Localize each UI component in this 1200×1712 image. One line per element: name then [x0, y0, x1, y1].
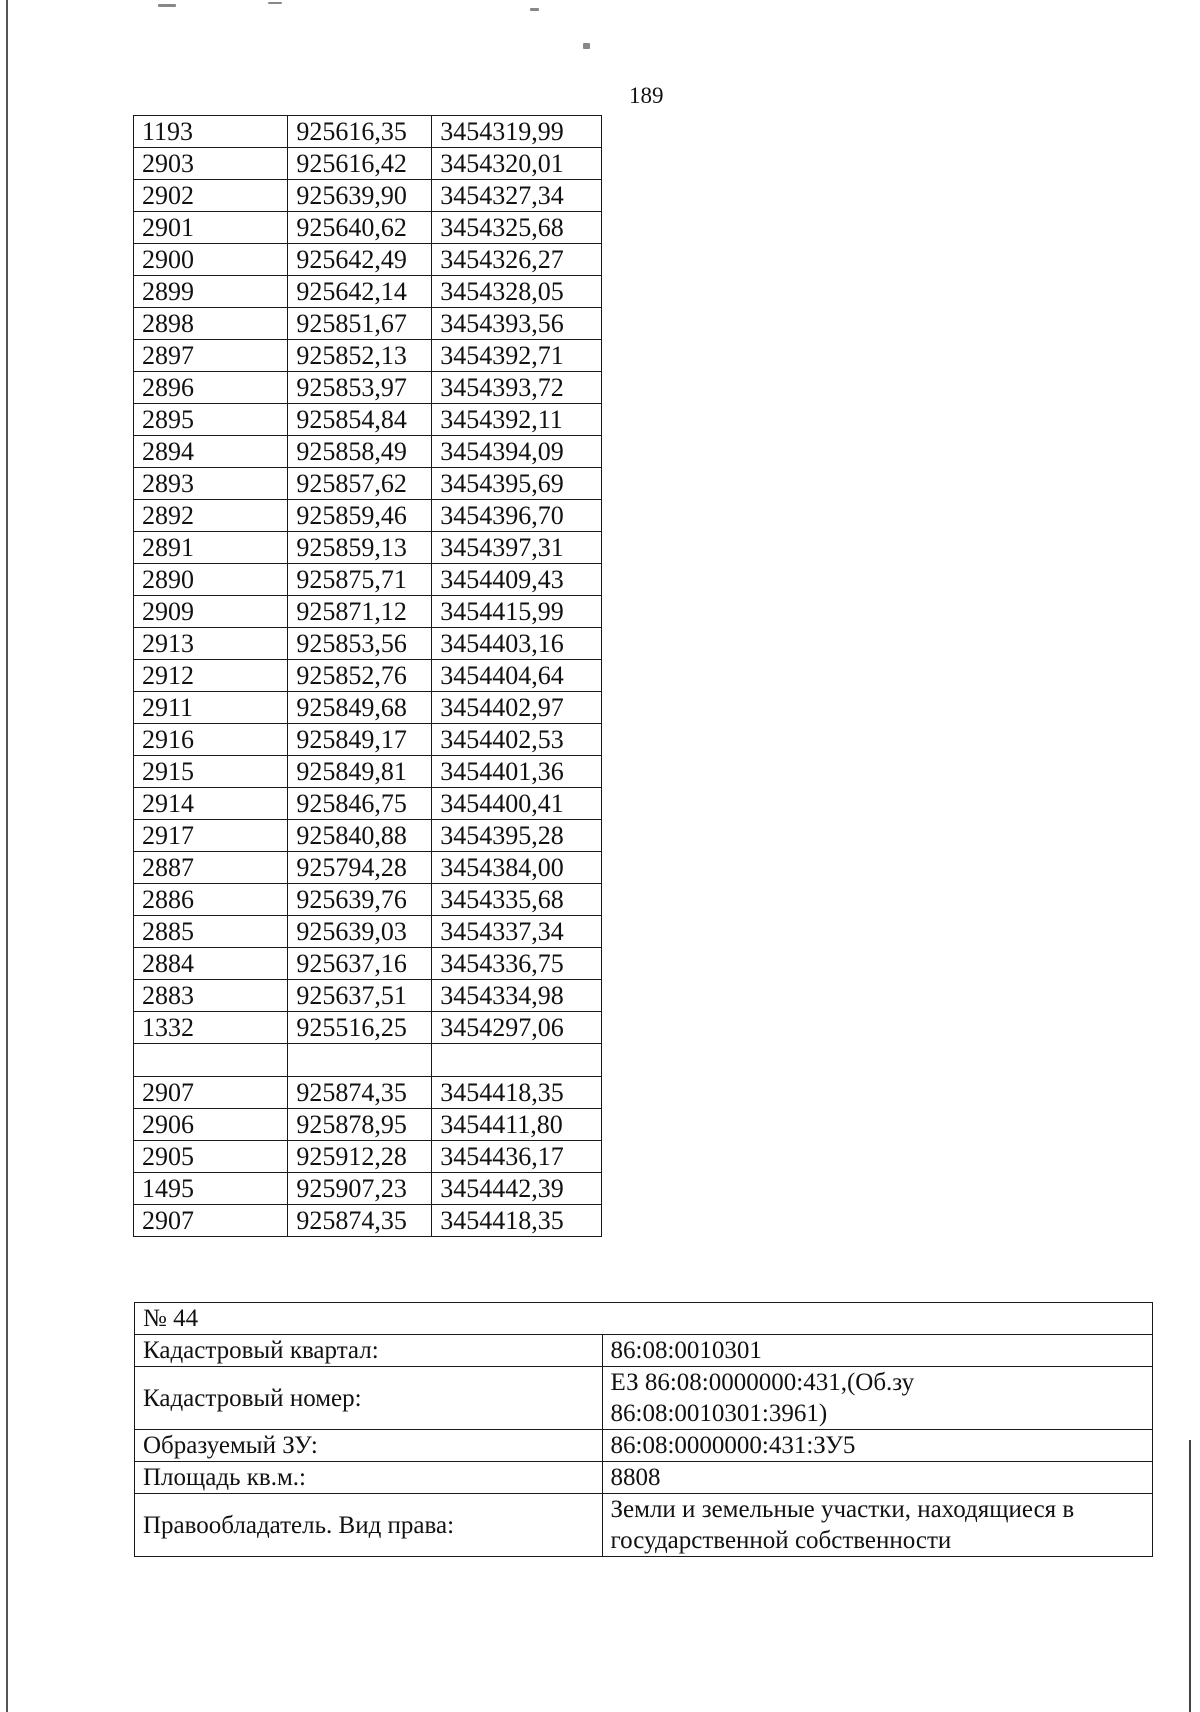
x-coordinate-cell: 925849,68 — [288, 692, 432, 724]
point-number-cell: 2883 — [134, 980, 288, 1012]
x-coordinate-cell: 925852,13 — [288, 340, 432, 372]
table-row — [134, 148, 602, 180]
point-number-cell: 2905 — [134, 1141, 288, 1173]
parcel-field-label: Площадь кв.м.: — [135, 1462, 603, 1494]
point-number-cell: 2907 — [134, 1205, 288, 1237]
y-coordinate-cell: 3454404,64 — [432, 660, 602, 692]
parcel-number: № 44 — [135, 1303, 1153, 1335]
x-coordinate-cell: 925794,28 — [288, 852, 432, 884]
y-coordinate-cell: 3454395,69 — [432, 468, 602, 500]
table-row — [134, 564, 602, 596]
y-coordinate-cell: 3454442,39 — [432, 1173, 602, 1205]
point-number-cell: 2884 — [134, 948, 288, 980]
y-coordinate-cell: 3454397,31 — [432, 532, 602, 564]
y-coordinate-cell: 3454328,05 — [432, 276, 602, 308]
x-coordinate-cell: 925642,14 — [288, 276, 432, 308]
table-row — [134, 1141, 602, 1173]
x-coordinate-cell: 925639,90 — [288, 180, 432, 212]
table-row — [134, 372, 602, 404]
point-number-cell: 2886 — [134, 884, 288, 916]
parcel-value-line: 86:08:0000000:431:ЗУ5 — [610, 1432, 856, 1459]
point-number-cell: 2897 — [134, 340, 288, 372]
table-row — [134, 628, 602, 660]
y-coordinate-cell: 3454392,71 — [432, 340, 602, 372]
y-coordinate-cell: 3454297,06 — [432, 1012, 602, 1044]
y-coordinate-cell: 3454325,68 — [432, 212, 602, 244]
y-coordinate-cell: 3454337,34 — [432, 916, 602, 948]
x-coordinate-cell: 925907,23 — [288, 1173, 432, 1205]
y-coordinate-cell: 3454326,27 — [432, 244, 602, 276]
parcel-field-label: Кадастровый номер: — [135, 1367, 603, 1430]
table-row — [134, 1077, 602, 1109]
table-row — [134, 820, 602, 852]
parcel-info-table — [134, 1302, 1153, 1557]
scan-speck — [583, 43, 590, 49]
table-row — [134, 596, 602, 628]
x-coordinate-cell: 925640,62 — [288, 212, 432, 244]
point-number-cell: 2892 — [134, 500, 288, 532]
table-row — [134, 340, 602, 372]
y-coordinate-cell: 3454415,99 — [432, 596, 602, 628]
point-number-cell: 1193 — [134, 116, 288, 148]
x-coordinate-cell: 925516,25 — [288, 1012, 432, 1044]
y-coordinate-cell: 3454395,28 — [432, 820, 602, 852]
y-coordinate-cell: 3454411,80 — [432, 1109, 602, 1141]
x-coordinate-cell: 925849,17 — [288, 724, 432, 756]
parcel-field-label: Образуемый ЗУ: — [135, 1430, 603, 1462]
parcel-field-value — [602, 1367, 1152, 1430]
scan-edge-right — [1189, 1440, 1191, 1712]
x-coordinate-cell: 925871,12 — [288, 596, 432, 628]
scan-edge-left — [6, 0, 8, 1712]
x-coordinate-cell: 925857,62 — [288, 468, 432, 500]
parcel-value-line: 86:08:0010301 — [610, 1337, 762, 1364]
point-number-cell: 1495 — [134, 1173, 288, 1205]
empty-cell — [288, 1044, 432, 1077]
y-coordinate-cell: 3454402,53 — [432, 724, 602, 756]
x-coordinate-cell: 925851,67 — [288, 308, 432, 340]
x-coordinate-cell: 925846,75 — [288, 788, 432, 820]
scan-speck — [530, 8, 539, 11]
x-coordinate-cell: 925616,35 — [288, 116, 432, 148]
parcel-field-label: Кадастровый квартал: — [135, 1335, 603, 1367]
y-coordinate-cell: 3454336,75 — [432, 948, 602, 980]
y-coordinate-cell: 3454436,17 — [432, 1141, 602, 1173]
point-number-cell: 2916 — [134, 724, 288, 756]
point-number-cell: 2906 — [134, 1109, 288, 1141]
empty-cell — [432, 1044, 602, 1077]
parcel-value-line: 8808 — [610, 1464, 661, 1491]
y-coordinate-cell: 3454400,41 — [432, 788, 602, 820]
scan-speck — [158, 4, 176, 7]
table-row — [134, 532, 602, 564]
y-coordinate-cell: 3454418,35 — [432, 1205, 602, 1237]
y-coordinate-cell: 3454396,70 — [432, 500, 602, 532]
table-row — [134, 1173, 602, 1205]
point-number-cell: 2909 — [134, 596, 288, 628]
point-number-cell: 2913 — [134, 628, 288, 660]
table-row — [134, 724, 602, 756]
parcel-value-line: государственной собственности — [610, 1527, 952, 1554]
x-coordinate-cell: 925858,49 — [288, 436, 432, 468]
table-row — [134, 468, 602, 500]
parcel-row — [135, 1430, 1153, 1462]
table-row-empty — [134, 1044, 602, 1077]
table-row — [134, 116, 602, 148]
parcel-field-value — [602, 1494, 1152, 1557]
point-number-cell: 2890 — [134, 564, 288, 596]
x-coordinate-cell: 925840,88 — [288, 820, 432, 852]
table-row — [134, 884, 602, 916]
y-coordinate-cell: 3454393,56 — [432, 308, 602, 340]
x-coordinate-cell: 925852,76 — [288, 660, 432, 692]
y-coordinate-cell: 3454418,35 — [432, 1077, 602, 1109]
parcel-row — [135, 1367, 1153, 1430]
x-coordinate-cell: 925859,46 — [288, 500, 432, 532]
point-number-cell: 1332 — [134, 1012, 288, 1044]
point-number-cell: 2907 — [134, 1077, 288, 1109]
table-row — [134, 788, 602, 820]
x-coordinate-cell: 925853,56 — [288, 628, 432, 660]
table-row — [134, 948, 602, 980]
y-coordinate-cell: 3454319,99 — [432, 116, 602, 148]
x-coordinate-cell: 925854,84 — [288, 404, 432, 436]
x-coordinate-cell: 925639,03 — [288, 916, 432, 948]
point-number-cell: 2898 — [134, 308, 288, 340]
x-coordinate-cell: 925878,95 — [288, 1109, 432, 1141]
x-coordinate-cell: 925875,71 — [288, 564, 432, 596]
x-coordinate-cell: 925853,97 — [288, 372, 432, 404]
x-coordinate-cell: 925637,16 — [288, 948, 432, 980]
x-coordinate-cell: 925642,49 — [288, 244, 432, 276]
point-number-cell: 2895 — [134, 404, 288, 436]
parcel-row — [135, 1335, 1153, 1367]
x-coordinate-cell: 925912,28 — [288, 1141, 432, 1173]
parcel-value-line: 86:08:0010301:3961) — [610, 1400, 828, 1427]
x-coordinate-cell: 925639,76 — [288, 884, 432, 916]
x-coordinate-cell: 925874,35 — [288, 1077, 432, 1109]
y-coordinate-cell: 3454393,72 — [432, 372, 602, 404]
table-row — [134, 916, 602, 948]
point-number-cell: 2885 — [134, 916, 288, 948]
table-row — [134, 980, 602, 1012]
parcel-number-row — [135, 1303, 1153, 1335]
point-number-cell: 2903 — [134, 148, 288, 180]
parcel-field-value — [602, 1430, 1152, 1462]
x-coordinate-cell: 925616,42 — [288, 148, 432, 180]
parcel-row — [135, 1494, 1153, 1557]
x-coordinate-cell: 925637,51 — [288, 980, 432, 1012]
table-row — [134, 756, 602, 788]
point-number-cell: 2911 — [134, 692, 288, 724]
table-row — [134, 500, 602, 532]
table-row — [134, 244, 602, 276]
x-coordinate-cell: 925859,13 — [288, 532, 432, 564]
y-coordinate-cell: 3454334,98 — [432, 980, 602, 1012]
point-number-cell: 2887 — [134, 852, 288, 884]
point-number-cell: 2900 — [134, 244, 288, 276]
table-row — [134, 660, 602, 692]
point-number-cell: 2917 — [134, 820, 288, 852]
x-coordinate-cell: 925849,81 — [288, 756, 432, 788]
point-number-cell: 2893 — [134, 468, 288, 500]
table-row — [134, 436, 602, 468]
x-coordinate-cell: 925874,35 — [288, 1205, 432, 1237]
scan-speck — [268, 2, 282, 4]
point-number-cell: 2899 — [134, 276, 288, 308]
parcel-field-value — [602, 1335, 1152, 1367]
table-row — [134, 212, 602, 244]
coordinates-table — [133, 115, 602, 1237]
y-coordinate-cell: 3454401,36 — [432, 756, 602, 788]
y-coordinate-cell: 3454394,09 — [432, 436, 602, 468]
page-number: 189 — [629, 83, 664, 108]
y-coordinate-cell: 3454403,16 — [432, 628, 602, 660]
y-coordinate-cell: 3454384,00 — [432, 852, 602, 884]
y-coordinate-cell: 3454320,01 — [432, 148, 602, 180]
parcel-row — [135, 1462, 1153, 1494]
y-coordinate-cell: 3454335,68 — [432, 884, 602, 916]
empty-cell — [134, 1044, 288, 1077]
table-row — [134, 852, 602, 884]
point-number-cell: 2912 — [134, 660, 288, 692]
table-row — [134, 692, 602, 724]
parcel-value-line: ЕЗ 86:08:0000000:431,(Об.зу — [610, 1369, 915, 1396]
point-number-cell: 2915 — [134, 756, 288, 788]
table-row — [134, 180, 602, 212]
table-row — [134, 1109, 602, 1141]
table-row — [134, 1012, 602, 1044]
table-row — [134, 308, 602, 340]
point-number-cell: 2914 — [134, 788, 288, 820]
point-number-cell: 2901 — [134, 212, 288, 244]
table-row — [134, 404, 602, 436]
table-row — [134, 276, 602, 308]
point-number-cell: 2896 — [134, 372, 288, 404]
table-row — [134, 1205, 602, 1237]
y-coordinate-cell: 3454402,97 — [432, 692, 602, 724]
y-coordinate-cell: 3454327,34 — [432, 180, 602, 212]
point-number-cell: 2894 — [134, 436, 288, 468]
parcel-field-label: Правообладатель. Вид права: — [135, 1494, 603, 1557]
y-coordinate-cell: 3454409,43 — [432, 564, 602, 596]
point-number-cell: 2902 — [134, 180, 288, 212]
point-number-cell: 2891 — [134, 532, 288, 564]
y-coordinate-cell: 3454392,11 — [432, 404, 602, 436]
parcel-field-value — [602, 1462, 1152, 1494]
parcel-value-line: Земли и земельные участки, находящиеся в — [610, 1496, 1075, 1523]
